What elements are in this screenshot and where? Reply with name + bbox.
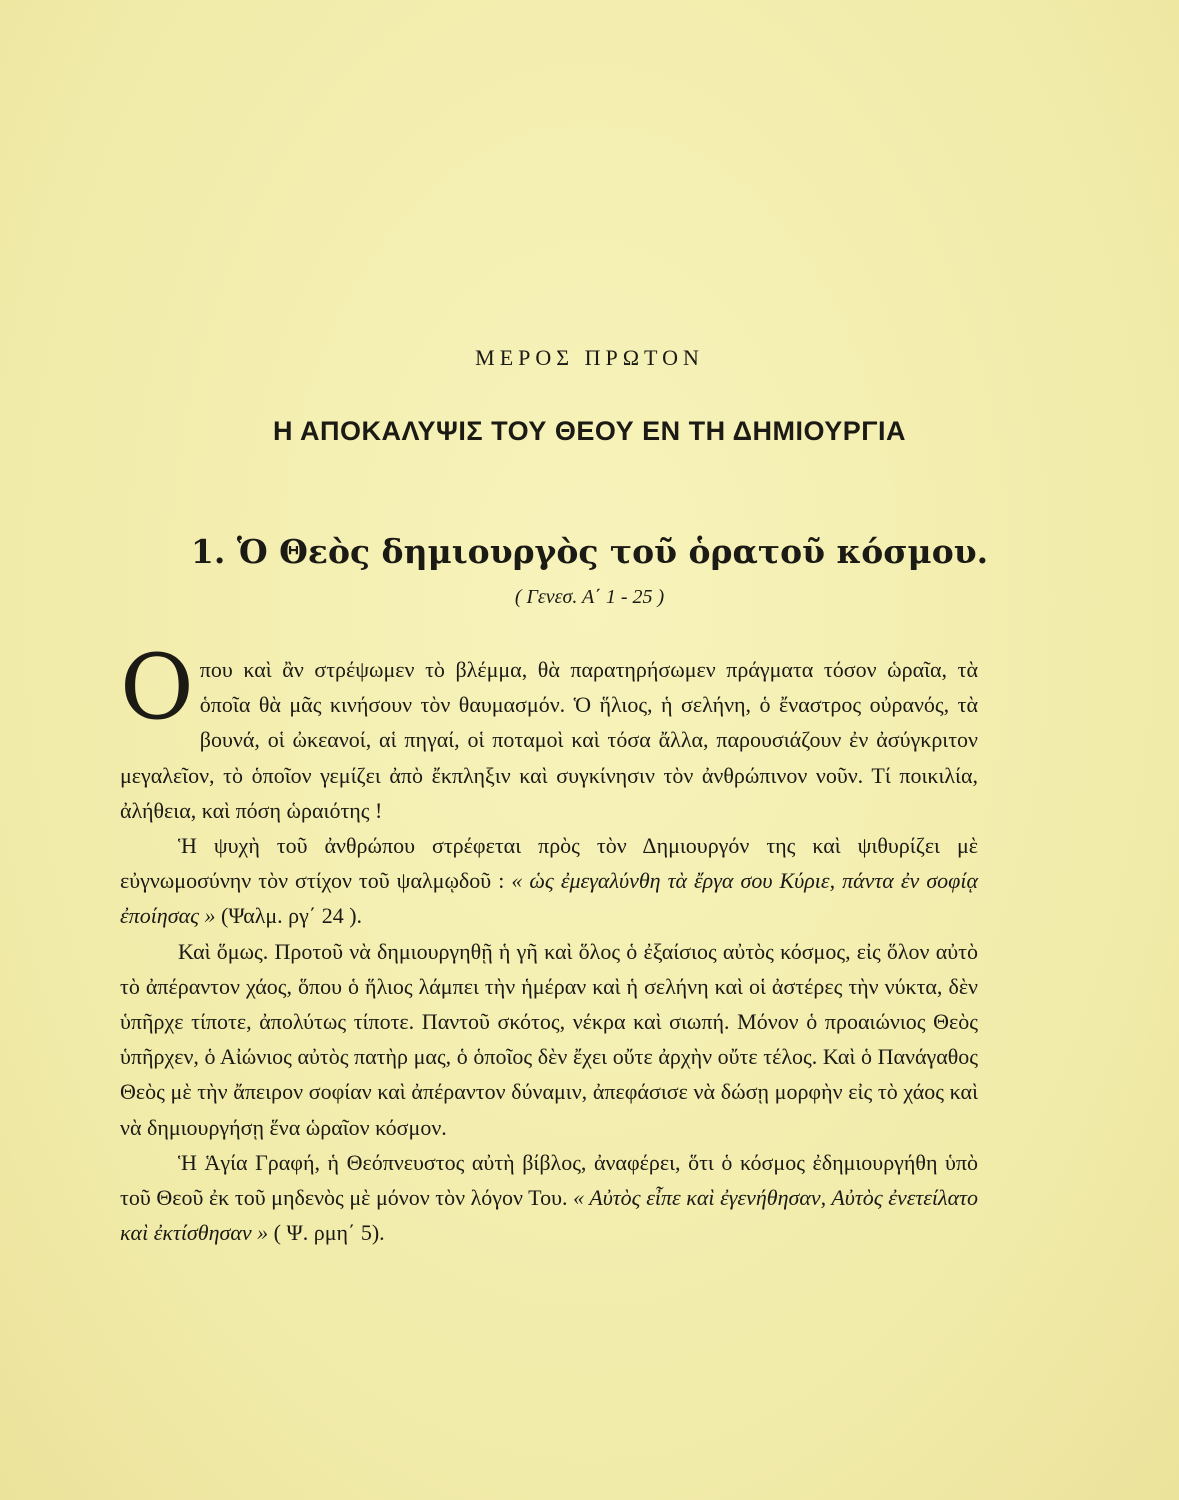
drop-cap: Ο (120, 635, 194, 740)
psalm-citation: (Ψαλμ. ργ΄ 24 ). (215, 903, 363, 929)
paragraph-2 (120, 828, 978, 934)
psalm-quote: « ὡς ἐμεγαλύνθη τὰ ἔργα σου Κύριε, πάντα ἐν σοφίᾳ ἐποίησας » (120, 868, 978, 929)
chapter-reference: ( Γενεσ. Α΄ 1 - 25 ) (514, 586, 665, 608)
body-text (120, 635, 978, 1250)
scripture-citation: ( Ψ. ρμη΄ 5). (268, 1220, 385, 1246)
paragraph-1 (120, 635, 978, 828)
paragraph-3-text: Καὶ ὅμως. Προτοῦ νὰ δημιουργηθῇ ἡ γῆ καὶ ὅλος ὁ ἐξαίσιος αὐτὸς κόσμος, εἰς ὅλον αὐτὸ τὸ ἀπέραντον χάος, ὅπου ὁ ἥλιος λάμπει τὴν ἡμέραν καὶ ἡ σελήνη καὶ οἱ ἀστέρες τὴν νύκτα, δὲν ὑπῆρχε τίποτε, ἀπολύτως τίποτε. Παντοῦ σκότος, νέκρα καὶ σιωπή. Μόνον ὁ προαιώνιος Θεὸς ὑπῆρχεν, ὁ Αἰώνιος αὐτὸς πατὴρ μας, ὁ ὁποῖος δὲν ἔχει οὔτε ἀρχὴν οὔτε τέλος. Καὶ ὁ Πανάγαθος Θεὸς μὲ τὴν ἄπειρον σοφίαν καὶ ἀπέραντον δύναμιν, ἀπεφάσισε νὰ δώσῃ μορφὴν εἰς τὸ χάος καὶ νὰ δημιουργήσῃ ἕνα ὡραῖον κόσμον. (120, 938, 978, 1140)
paragraph-4 (120, 1145, 978, 1251)
main-title: Η ΑΠΟΚΑΛΥΨΙΣ ΤΟΥ ΘΕΟΥ ΕΝ ΤΗ ΔΗΜΙΟΥΡΓΙΑ (272, 416, 907, 446)
chapter-title: 1. Ὁ Θεὸς δημιουργὸς τοῦ ὁρατοῦ κόσμου. (190, 532, 989, 571)
paragraph-2-text: Ἡ ψυχὴ τοῦ ἀνθρώπου στρέφεται πρὸς τὸν Δημιουργόν της καὶ ψιθυρίζει μὲ εὐγνωμοσύνην τὸν στίχον τοῦ ψαλμῳδοῦ : (120, 833, 978, 894)
paragraph-1-text: που καὶ ἂν στρέψωμεν τὸ βλέμμα, θὰ παρατηρήσωμεν πράγματα τόσον ὡραῖα, τὰ ὁποῖα θὰ μᾶς κινήσουν τὸν θαυμασμόν. Ὁ ἥλιος, ἡ σελήνη, ὁ ἔναστρος οὐρανός, τὰ βουνά, οἱ ὠκεανοί, αἱ πηγαί, οἱ ποταμοὶ καὶ τόσα ἄλλα, παρουσιάζουν ἐν ἀσύγκριτον μεγαλεῖον, τὸ ὁποῖον γεμίζει ἀπὸ ἔκπληξιν καὶ συγκίνησιν τὸν ἀνθρώπινον νοῦν. Τί ποικιλία, ἀλήθεια, καὶ πόση ὡραιότης ! (120, 657, 978, 823)
paragraph-4-text: Ἡ Ἁγία Γραφή, ἡ Θεόπνευστος αὐτὴ βίβλος, ἀναφέρει, ὅτι ὁ κόσμος ἐδημιουργήθη ὑπὸ τοῦ Θεοῦ ἐκ τοῦ μηδενὸς μὲ μόνον τὸν λόγον Του. (120, 1149, 978, 1211)
part-title: ΜΕΡΟΣ ΠΡΩΤΟΝ (475, 345, 704, 370)
paragraph-3 (120, 934, 978, 1145)
scripture-quote: « Αὐτὸς εἶπε καὶ ἐγενήθησαν, Αὐτὸς ἐνετείλατο καὶ ἐκτίσθησαν » (120, 1185, 978, 1246)
